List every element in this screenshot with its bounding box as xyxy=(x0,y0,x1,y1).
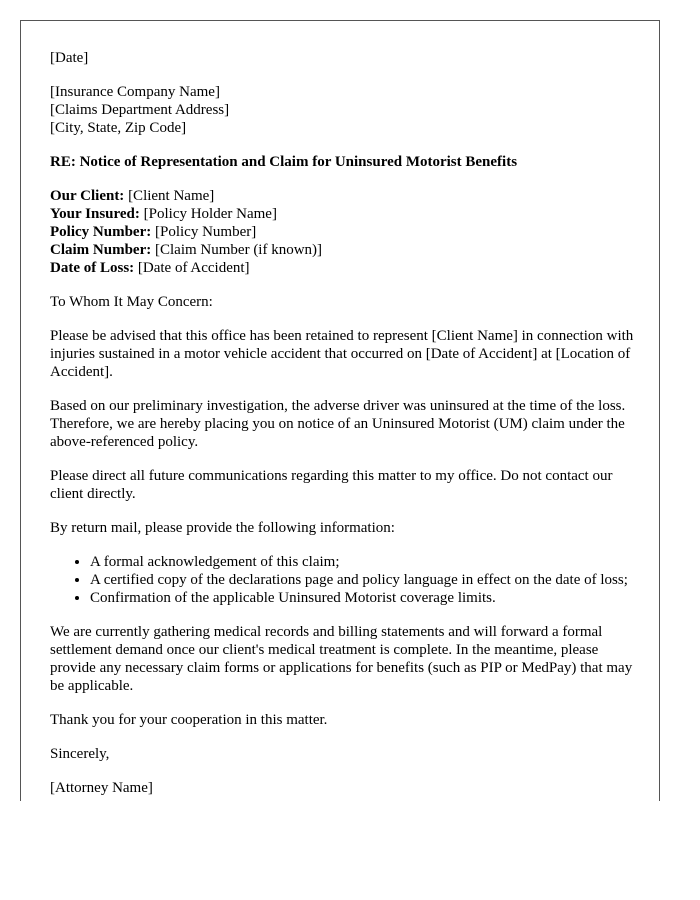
detail-claim-number xyxy=(50,241,640,259)
detail-label: Date of Loss: xyxy=(50,260,135,276)
salutation: To Whom It May Concern: xyxy=(50,294,213,310)
request-list xyxy=(50,553,640,607)
list-item: • Confirmation of the applicable Uninsured Motorist coverage limits. xyxy=(90,589,640,607)
detail-label: Policy Number: xyxy=(50,224,152,240)
letter-body xyxy=(50,49,640,797)
claim-details xyxy=(50,187,640,277)
list-item: • A certified copy of the declarations page and policy language in effect on the date of loss; xyxy=(90,571,640,589)
detail-value: [Claim Number (if known)] xyxy=(155,242,323,258)
signature-name: [Attorney Name] xyxy=(50,780,153,796)
detail-label: Your Insured: xyxy=(50,206,140,222)
detail-label: Claim Number: xyxy=(50,242,152,258)
recipient-company: [Insurance Company Name] xyxy=(50,84,220,100)
list-item: • A formal acknowledgement of this claim; xyxy=(90,553,640,571)
paragraph-communications: Please direct all future communications regarding this matter to my office. Do not contact our client directly. xyxy=(50,468,613,502)
detail-value: [Client Name] xyxy=(128,188,215,204)
letter-page xyxy=(20,20,660,801)
recipient-block xyxy=(50,83,640,137)
detail-value: [Policy Number] xyxy=(154,224,257,240)
detail-date-of-loss xyxy=(50,259,640,277)
recipient-city-state-zip: [City, State, Zip Code] xyxy=(50,120,187,136)
subject-line: RE: Notice of Representation and Claim for Uninsured Motorist Benefits xyxy=(50,154,518,170)
detail-insured xyxy=(50,205,640,223)
letter-date: [Date] xyxy=(50,50,89,66)
detail-client xyxy=(50,187,640,205)
paragraph-representation: Please be advised that this office has been retained to represent [Client Name] in connection with injuries sustained in a motor vehicle accident that occurred on [Date of Accident] at [Location of Accident]. xyxy=(50,328,634,380)
paragraph-thanks: Thank you for your cooperation in this matter. xyxy=(50,712,328,728)
detail-value: [Policy Holder Name] xyxy=(143,206,277,222)
detail-label: Our Client: xyxy=(50,188,125,204)
paragraph-request-intro: By return mail, please provide the following information: xyxy=(50,520,395,536)
recipient-address: [Claims Department Address] xyxy=(50,102,230,118)
detail-value: [Date of Accident] xyxy=(137,260,250,276)
detail-policy-number xyxy=(50,223,640,241)
signoff: Sincerely, xyxy=(50,746,110,762)
paragraph-settlement: We are currently gathering medical records and billing statements and will forward a formal settlement demand once our client's medical treatment is complete. In the meantime, please provide any necessary claim forms or applications for benefits (such as PIP or MedPay) that may be applicable. xyxy=(50,624,633,694)
paragraph-um-claim: Based on our preliminary investigation, the adverse driver was uninsured at the time of the loss. Therefore, we are hereby placing you on notice of an Uninsured Motorist (UM) claim under the above-referenced policy. xyxy=(50,398,626,450)
